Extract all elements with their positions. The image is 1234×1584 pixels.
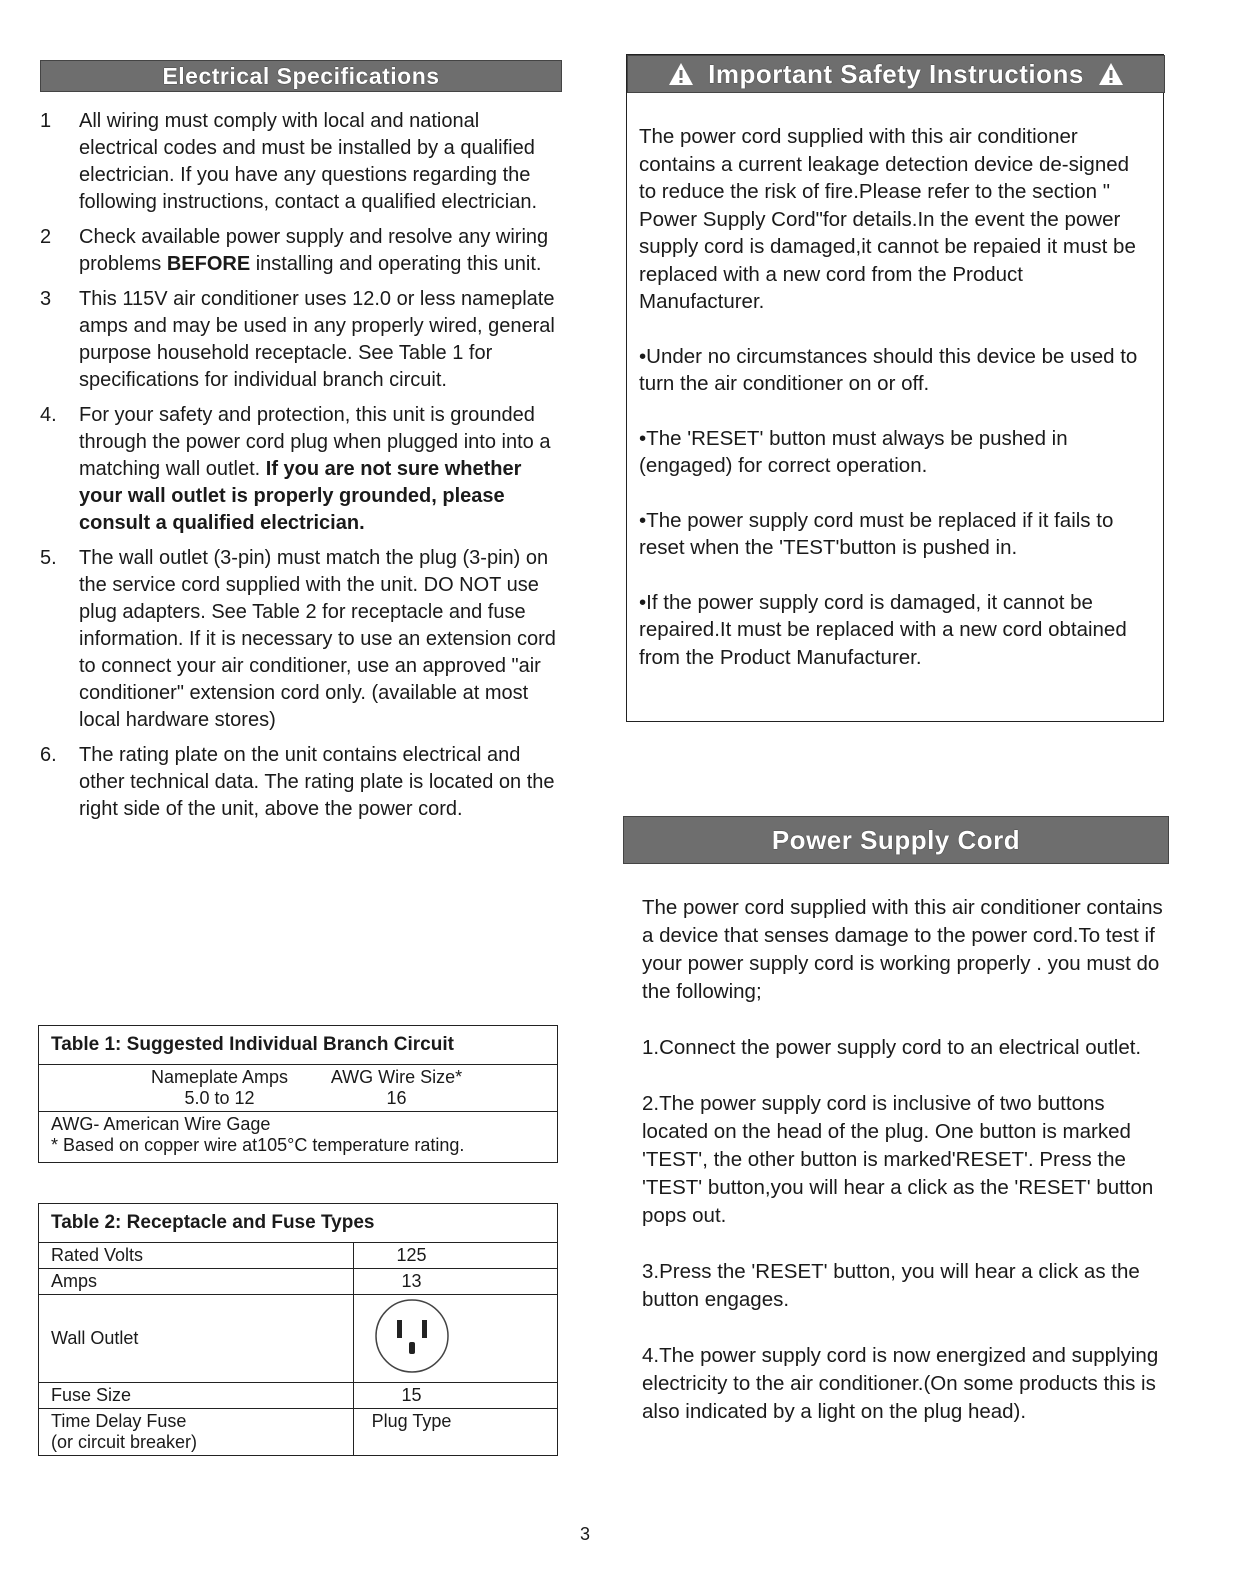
paragraph: 2.The power supply cord is inclusive of two buttons located on the head of the plug. One button is marked 'TEST', the other button is marked'RESET'. Press the 'TEST' button,you will hear a click as the 'RESET' button pops out.: [642, 1092, 1154, 1227]
table1-note: AWG- American Wire Gage: [51, 1114, 271, 1134]
nameplate-amps-value: 5.0 to 12: [184, 1088, 255, 1108]
page-number: 3: [579, 1524, 590, 1544]
wire-size-value: 16: [386, 1088, 407, 1108]
list-item: 4. For your safety and protection, this unit is grounded through the power cord plug when plugged into into a matching wall outlet. If you are not sure whether your wall outlet is properly grounded, please consult a qualified electrician.: [40, 404, 551, 534]
nameplate-amps-header: Nameplate Amps: [150, 1067, 289, 1087]
paragraph: The power cord supplied with this air conditioner contains a current leakage detection device de-signed to reduce the risk of fire.Please refer to the section " Power Supply Cord"for details.In the event the power supply cord is damaged,it cannot be repaied it must be replaced with a new cord from the Product Manufacturer.: [639, 125, 1136, 313]
table-row: Time Delay Fuse (or circuit breaker) Plug Type: [39, 1409, 558, 1456]
table-row: Fuse Size 15: [39, 1383, 558, 1409]
table1-caption: Table 1: Suggested Individual Branch Circuit: [39, 1026, 558, 1065]
wall-outlet-icon: [373, 1297, 451, 1375]
table-row: Rated Volts 125: [39, 1243, 558, 1269]
list-item: 1 All wiring must comply with local and national electrical codes and must be installed by a qualified electrician. If you have any questions regarding the following instructions, contact a qualified electrician.: [40, 110, 538, 213]
paragraph: 4.The power supply cord is now energized and supplying electricity to the air conditioner.(On some products this is also indicated by a light on the plug head).: [642, 1344, 1159, 1423]
paragraph: •The power supply cord must be replaced if it fails to reset when the 'TEST'button is pushed in.: [639, 508, 1114, 559]
safety-text: [639, 123, 1149, 698]
paragraph: 1.Connect the power supply cord to an electrical outlet.: [642, 1036, 1142, 1059]
list-item: 2 Check available power supply and resolve any wiring problems BEFORE installing and operating this unit.: [40, 226, 549, 275]
list-item: 3 This 115V air conditioner uses 12.0 or less nameplate amps and may be used in any properly wired, general purpose household receptacle. See Table 1 for specifications for individual branch circuit.: [40, 288, 555, 391]
safety-instructions-heading: Important Safety Instructions: [627, 55, 1165, 93]
paragraph: •If the power supply cord is damaged, it cannot be repaired.It must be replaced with a new cord obtained from the Product Manufacturer.: [639, 590, 1127, 669]
table-row: Amps 13: [39, 1269, 558, 1295]
electrical-specifications-heading: Electrical Specifications: [40, 60, 562, 92]
table2-caption: Table 2: Receptacle and Fuse Types: [39, 1204, 558, 1243]
list-item: 6. The rating plate on the unit contains electrical and other technical data. The rating plate is located on the right side of the unit, above the power cord.: [40, 744, 555, 820]
warning-icon: [668, 62, 694, 86]
safety-instructions-box: [626, 54, 1164, 722]
specification-list: [40, 108, 560, 831]
receptacle-fuse-table: [38, 1203, 558, 1456]
paragraph: •The 'RESET' button must always be pushed in (engaged) for correct operation.: [639, 426, 1068, 477]
warning-icon: [1098, 62, 1124, 86]
wire-size-header: AWG Wire Size*: [330, 1067, 463, 1087]
branch-circuit-table: [38, 1025, 558, 1163]
table1-footnote: * Based on copper wire at105°C temperature rating.: [51, 1135, 465, 1155]
power-supply-cord-heading: Power Supply Cord: [623, 816, 1169, 864]
paragraph: 3.Press the 'RESET' button, you will hear a click as the button engages.: [642, 1260, 1140, 1311]
paragraph: The power cord supplied with this air conditioner contains a device that senses damage to the power cord.To test if your power supply cord is working properly . you must do the following;: [642, 896, 1163, 1003]
paragraph: •Under no circumstances should this device be used to turn the air conditioner on or off.: [639, 344, 1138, 395]
power-supply-text: [642, 894, 1164, 1454]
table-row: Wall Outlet: [39, 1295, 558, 1383]
list-item: 5. The wall outlet (3-pin) must match the plug (3-pin) on the service cord supplied with the unit. DO NOT use plug adapters. See Table 2 for receptacle and fuse information. If it is necessary to use an extension cord to connect your air conditioner, use an approved "air conditioner" extension cord only. (available at most local hardware stores): [40, 547, 556, 731]
